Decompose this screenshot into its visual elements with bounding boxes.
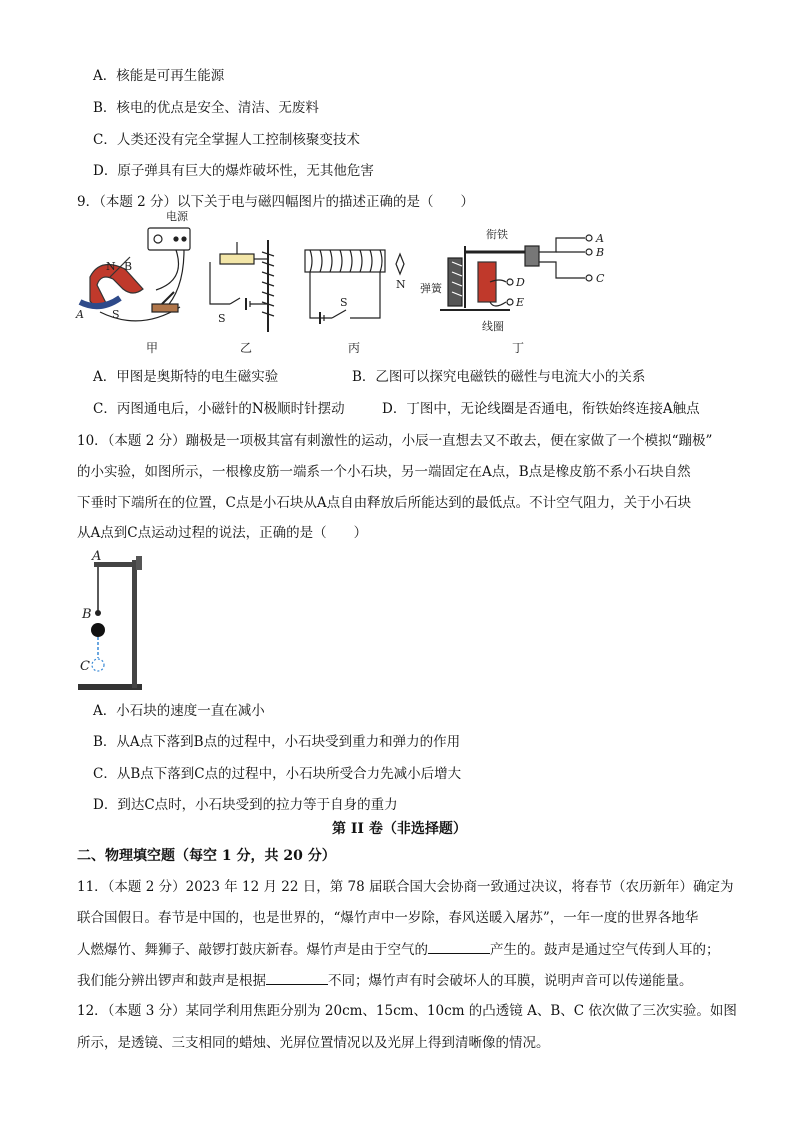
point-c-position [92,659,104,671]
label-contact-e: E [516,296,525,309]
q9-option-b: B．乙图可以探究电磁铁的磁性与电流大小的关系 [352,369,646,385]
q12-line-1: 12．（本题 3 分）某同学利用焦距分别为 20cm、15cm、10cm 的凸透镜 A、B、C 依次做了三次实验。如图 [77,1003,737,1019]
q11-blank-2[interactable] [266,970,328,985]
stone [91,623,105,637]
q10-option-c: C．从B点下落到C点的过程中，小石块所受合力先减小后增大 [93,766,462,782]
q10-option-a: A．小石块的速度一直在减小 [93,703,265,719]
q11-line-4-text-a: 我们能分辨出锣声和鼓声是根据 [77,973,266,989]
q11-line-4 [77,970,693,991]
label-bing: 丙 [348,341,361,355]
q11-line-4-text-b: 不同；爆竹声有时会破坏人的耳膜，说明声音可以传递能量。 [328,973,693,989]
q11-line-2: 联合国假日。春节是中国的，也是世界的，“爆竹声中一岁除，春风送暖入屠苏”，一年一度的世界各地华 [77,910,699,926]
label-power: 电源 [166,210,188,223]
q10-stem-line-3: 下垂时下端所在的位置，C点是小石块从A点自由释放后所能达到的最低点。不计空气阻力，关于小石块 [77,495,692,511]
q10-stem-line-1: 10．（本题 2 分）蹦极是一项极其富有刺激性的运动，小辰一直想去又不敢去，便在家做了一个模拟“蹦极” [77,433,713,449]
label-point-a: A [92,549,102,564]
q11-line-3-text-b: 产生的。鼓声是通过空气传到人耳的； [490,942,720,958]
q10-stem-line-4: 从A点到C点运动过程的说法，正确的是（ ） [77,525,368,541]
q11-line-3 [77,939,720,960]
part2-title: 第 II 卷（非选择题） [332,821,467,837]
label-n-jia: N [106,260,116,273]
label-b-jia: B [124,260,133,273]
q10-option-d: D．到达C点时，小石块受到的拉力等于自身的重力 [93,797,398,813]
stand-clamp [136,556,142,570]
figure-jia [80,228,190,321]
q8-option-d: D．原子弹具有巨大的爆炸破坏性，无其他危害 [93,163,374,179]
label-ding: 丁 [512,341,525,355]
q9-figure [70,210,630,362]
label-jia: 甲 [146,341,159,355]
label-contact-a: A [596,232,604,245]
label-point-b: B [82,607,92,622]
q10-figure [74,548,164,696]
point-b-dot [95,610,101,616]
section2-heading: 二、物理填空题（每空 1 分，共 20 分） [77,848,336,864]
q8-option-b: B．核电的优点是安全、清洁、无废料 [93,100,319,116]
q12-line-2: 所示，是透镜、三支相同的蜡烛、光屏位置情况以及光屏上得到清晰像的情况。 [77,1035,550,1051]
q8-option-c: C．人类还没有完全掌握人工控制核聚变技术 [93,132,360,148]
q9-option-a: A．甲图是奥斯特的电生磁实验 [93,369,279,385]
label-point-c: C [80,659,90,674]
label-yi: 乙 [240,341,253,355]
label-coil: 线圈 [482,320,504,333]
figure-bing [305,250,404,324]
q9-option-c: C．丙图通电后，小磁针的N极顺时针摆动 [93,401,345,417]
label-s-jia: S [112,308,120,321]
label-contact-b: B [596,246,605,259]
q10-stem-line-2: 的小实验，如图所示，一根橡皮筋一端系一个小石块，另一端固定在A点，B点是橡皮筋不系小石块自然 [77,464,691,480]
q11-line-1: 11．（本题 2 分）2023 年 12 月 22 日，第 78 届联合国大会协商一致通过决议，将春节（农历新年）确定为 [77,879,734,895]
label-n-bing: N [396,278,406,291]
label-s-bing: S [340,296,348,309]
stand-pole [132,560,137,688]
q10-option-b: B．从A点下落到B点的过程中，小石块受到重力和弹力的作用 [93,734,461,750]
label-contact-c: C [596,272,605,285]
label-armature: 衔铁 [486,228,508,241]
label-spring: 弹簧 [420,282,442,295]
label-s-yi: S [218,312,226,325]
label-a-jia: A [76,308,84,321]
label-contact-d: D [516,276,525,289]
q9-stem: 9．（本题 2 分）以下关于电与磁四幅图片的描述正确的是（ ） [77,194,475,210]
q9-option-d: D．丁图中，无论线圈是否通电，衔铁始终连接A触点 [382,401,700,417]
q11-blank-1[interactable] [428,939,490,954]
q8-option-a: A．核能是可再生能源 [93,68,225,84]
q11-line-3-text-a: 人燃爆竹、舞狮子、敲锣打鼓庆新春。爆竹声是由于空气的 [77,942,428,958]
